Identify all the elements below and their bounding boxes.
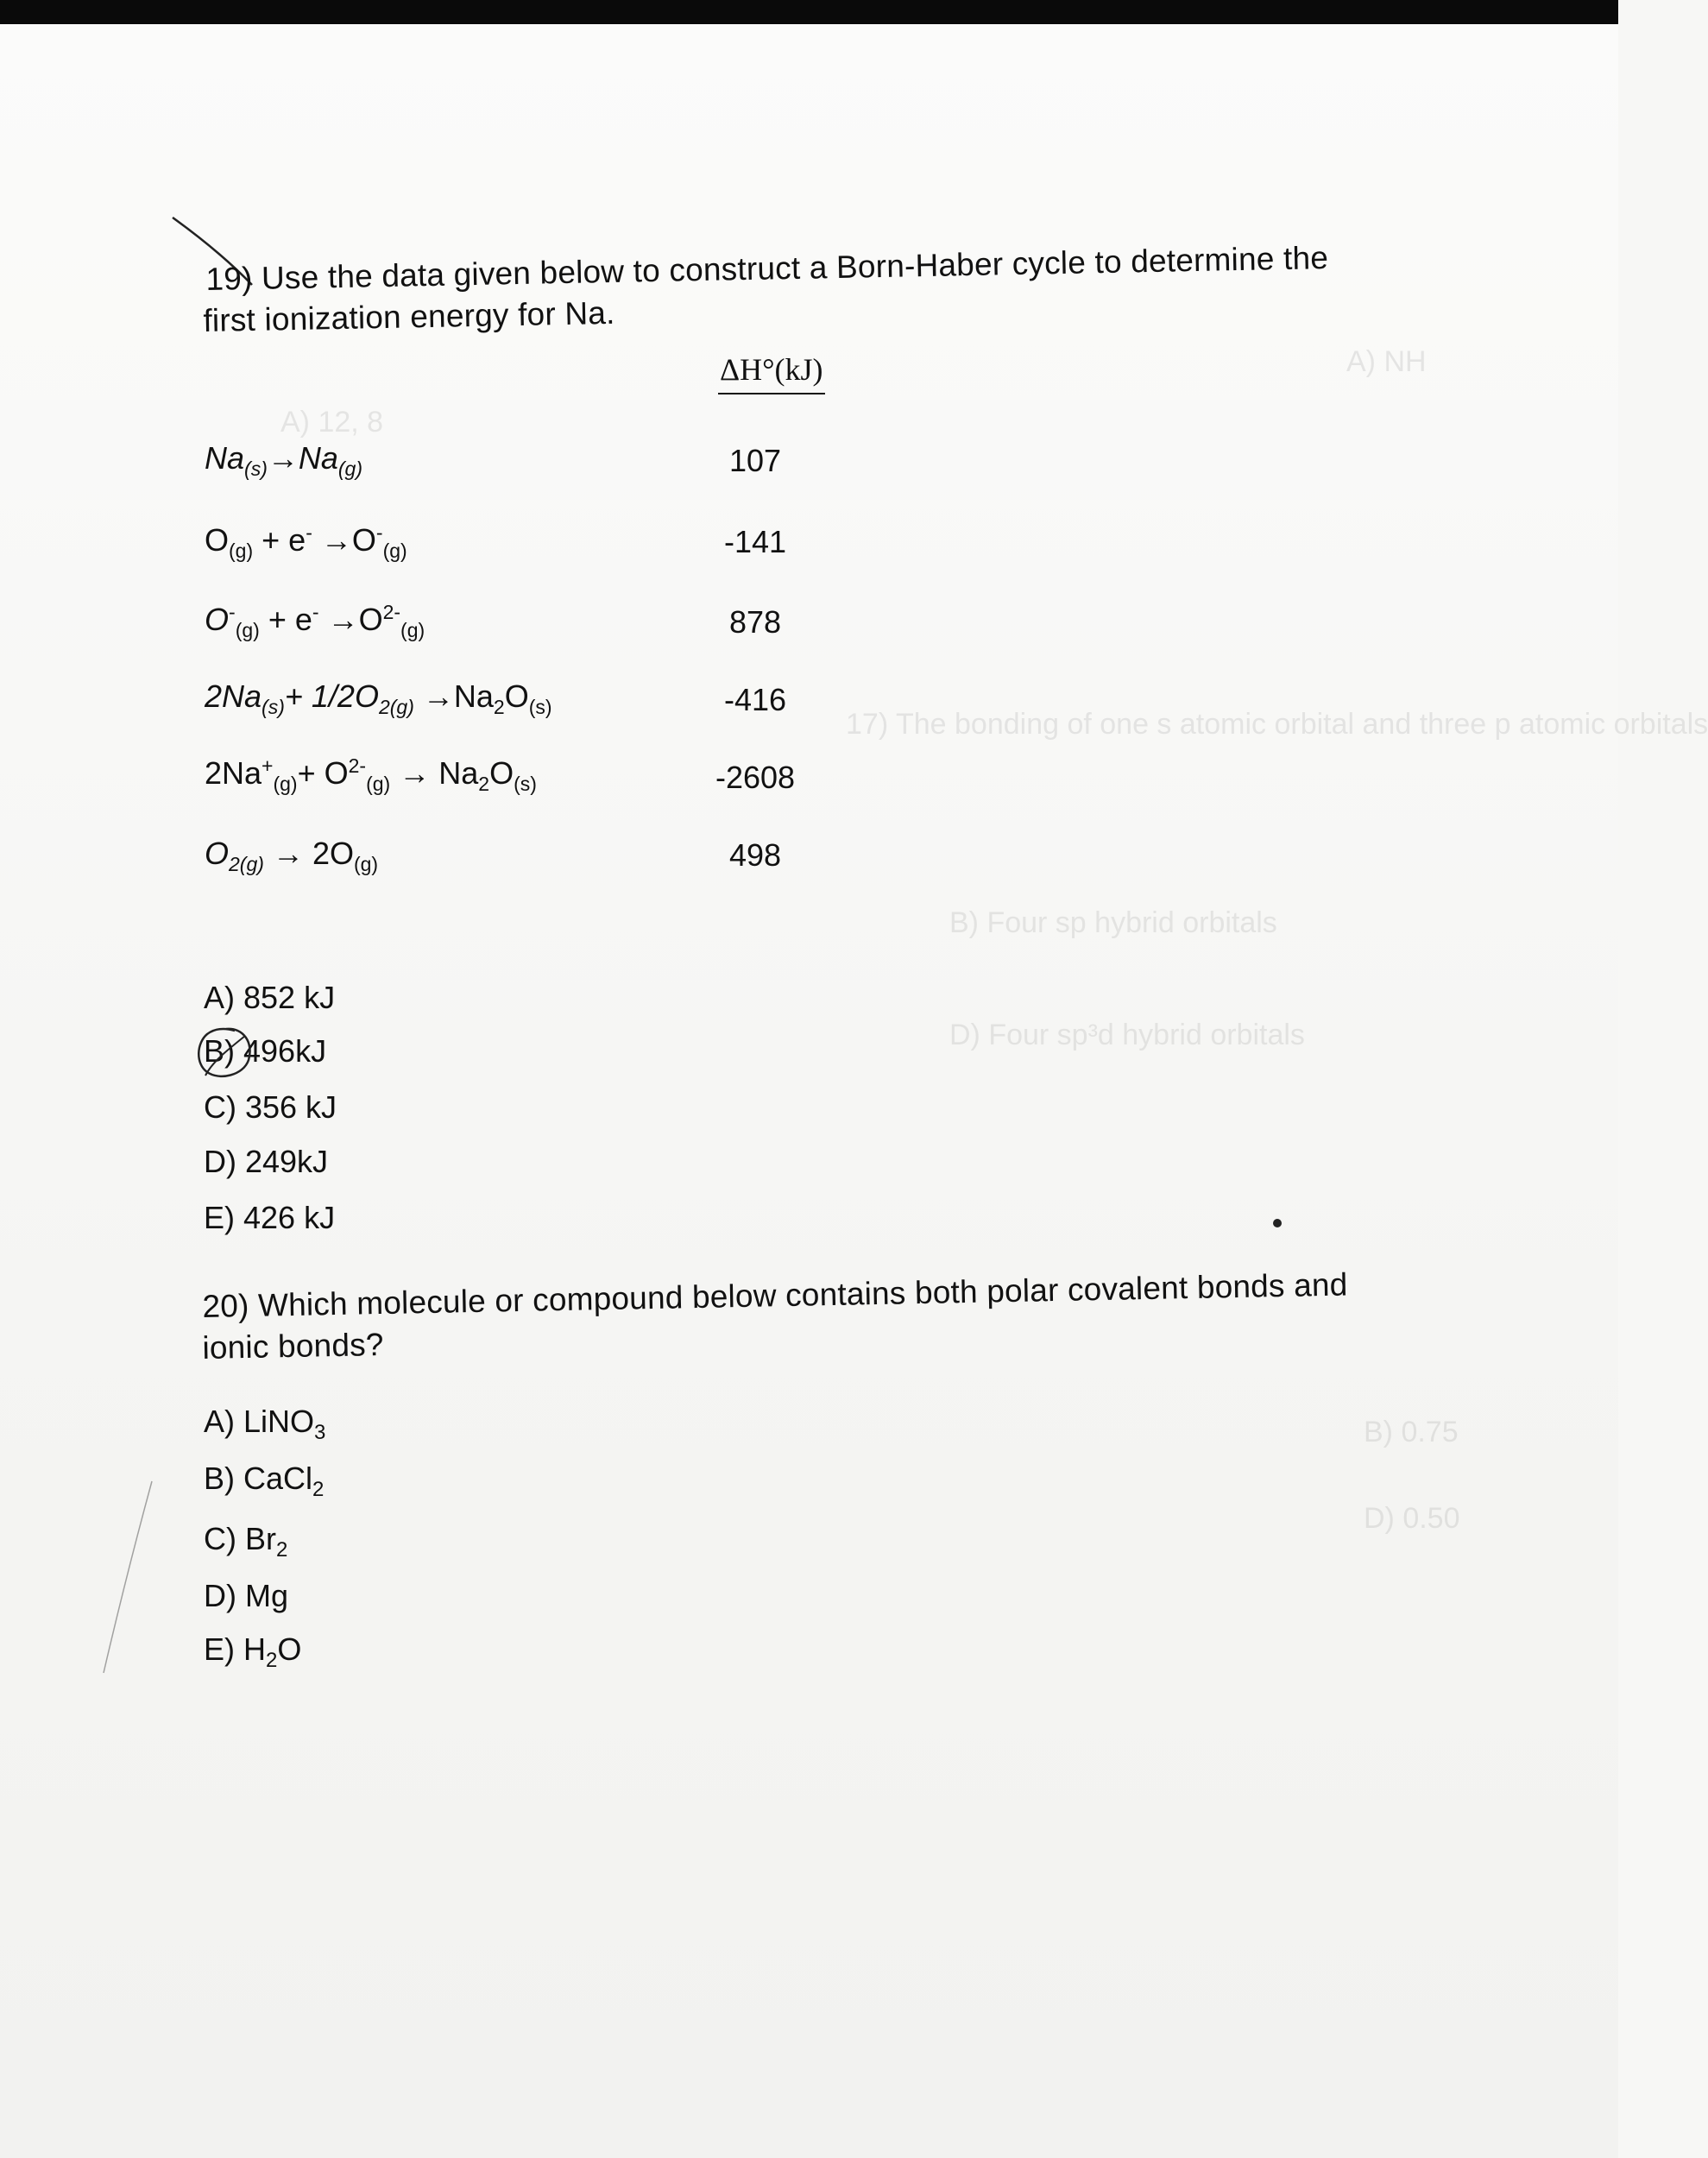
q20-option-e[interactable] [204,1631,301,1673]
state: (g) [382,540,407,563]
option-label: D) Mg [204,1578,288,1613]
option-label: C) Br [204,1521,276,1556]
reaction-row-5 [205,754,537,796]
plus-electron: + e [259,602,312,637]
reaction-row-4 [205,678,552,719]
charge: - [375,521,383,544]
reactant: 2Na [205,755,262,791]
state: (g) [400,619,425,642]
reaction-1-enthalpy: 107 [728,443,782,478]
state: (s) [244,457,268,481]
subscript: 2 [493,696,505,719]
product: O [351,522,376,558]
showthrough-text: 17) The bonding of one s atomic orbital and three p atomic orbitals [846,708,1708,741]
showthrough-text: A) 12, 8 [280,406,384,439]
product-oxygen: O [489,755,514,791]
reaction-3-enthalpy: 878 [728,604,782,640]
showthrough-text: B) 0.75 [1364,1416,1459,1448]
reaction-arrow: → [413,678,454,714]
charge: 2- [382,601,401,623]
state: (g) [273,773,298,796]
reaction-row-6 [205,836,378,876]
reaction-row-3 [205,601,425,642]
reaction-row-1 [205,440,362,481]
reaction-arrow: → [263,836,312,871]
product-oxygen: O [504,678,529,714]
option-label: B) CaCl [204,1461,313,1496]
reactant: 2Na [205,678,262,714]
reaction-arrow: → [312,522,352,558]
handwritten-circle-answer [193,1024,255,1084]
state: (s) [262,696,285,719]
enthalpy-column-header: ΔH°(kJ) [718,351,825,394]
reaction-6-enthalpy: 498 [728,837,782,873]
state: (s) [528,696,552,719]
charge: + [262,754,274,777]
reactant: O [205,522,230,558]
state: (g) [235,619,260,642]
state: (g) [229,540,254,563]
pencil-margin-stroke [102,1478,154,1676]
state: (g) [337,457,363,481]
state: (g) [366,773,391,796]
charge: - [312,601,319,623]
product: Na [438,755,479,791]
q20-option-b[interactable] [204,1461,324,1502]
q19-option-e[interactable]: E) 426 kJ [204,1200,336,1235]
reaction-row-2 [205,521,407,563]
question-19-text-line2: first ionization energy for Na. [203,294,615,338]
subscript: 3 [314,1421,326,1445]
showthrough-text: D) Four sp³d hybrid orbitals [949,1019,1305,1051]
subscript: 2 [276,1538,288,1562]
question-20-text-line1: 20) Which molecule or compound below contains both polar covalent bonds and [202,1266,1348,1324]
reaction-5-enthalpy: -2608 [715,760,796,795]
reactant: O [205,602,230,637]
charge: - [306,521,312,544]
subscript: 2 [478,773,490,796]
product: O [358,602,383,637]
state: 2(g) [378,696,414,719]
scan-top-edge [0,0,1618,24]
reactant: Na [205,440,245,476]
charge: - [229,601,236,623]
reaction-4-enthalpy: -416 [723,682,787,717]
showthrough-text: B) Four sp hybrid orbitals [949,906,1277,939]
state: 2(g) [229,853,264,876]
showthrough-text: A) NH [1346,345,1427,378]
question-20-text-line2: ionic bonds? [202,1326,384,1366]
reaction-arrow: → [267,440,299,476]
question-19-text-line1: 19) Use the data given below to construct a Born-Haber cycle to determine the [205,240,1329,297]
charge: 2- [348,754,367,777]
subscript: 2 [312,1478,325,1502]
reaction-arrow: → [390,755,439,791]
plus-electron: + e [253,522,306,558]
q20-option-c[interactable] [204,1521,287,1562]
q19-option-d[interactable]: D) 249kJ [204,1144,329,1179]
q20-option-a[interactable] [204,1404,325,1445]
state: (g) [353,853,379,876]
option-label-rest: O [277,1631,302,1667]
subscript: 2 [266,1649,278,1673]
state: (s) [514,773,537,796]
q19-option-a[interactable]: A) 852 kJ [204,980,336,1015]
q19-option-c[interactable]: C) 356 kJ [204,1089,337,1125]
showthrough-text: D) 0.50 [1364,1502,1460,1535]
q20-option-d[interactable] [204,1578,288,1614]
product: 2O [312,836,354,871]
reaction-2-enthalpy: -141 [723,524,787,559]
reactant-oxygen: + 1/2O [284,678,379,714]
reactant: O [205,836,230,871]
product: Na [453,678,494,714]
option-label: E) H [204,1631,266,1667]
option-label: A) LiNO [204,1404,315,1439]
q19-option-b[interactable]: B) 496kJ [204,1033,327,1069]
reactant-oxide: + O [297,755,349,791]
reaction-arrow: → [318,602,359,637]
product: Na [298,440,338,476]
stray-ink-dot [1273,1219,1282,1227]
